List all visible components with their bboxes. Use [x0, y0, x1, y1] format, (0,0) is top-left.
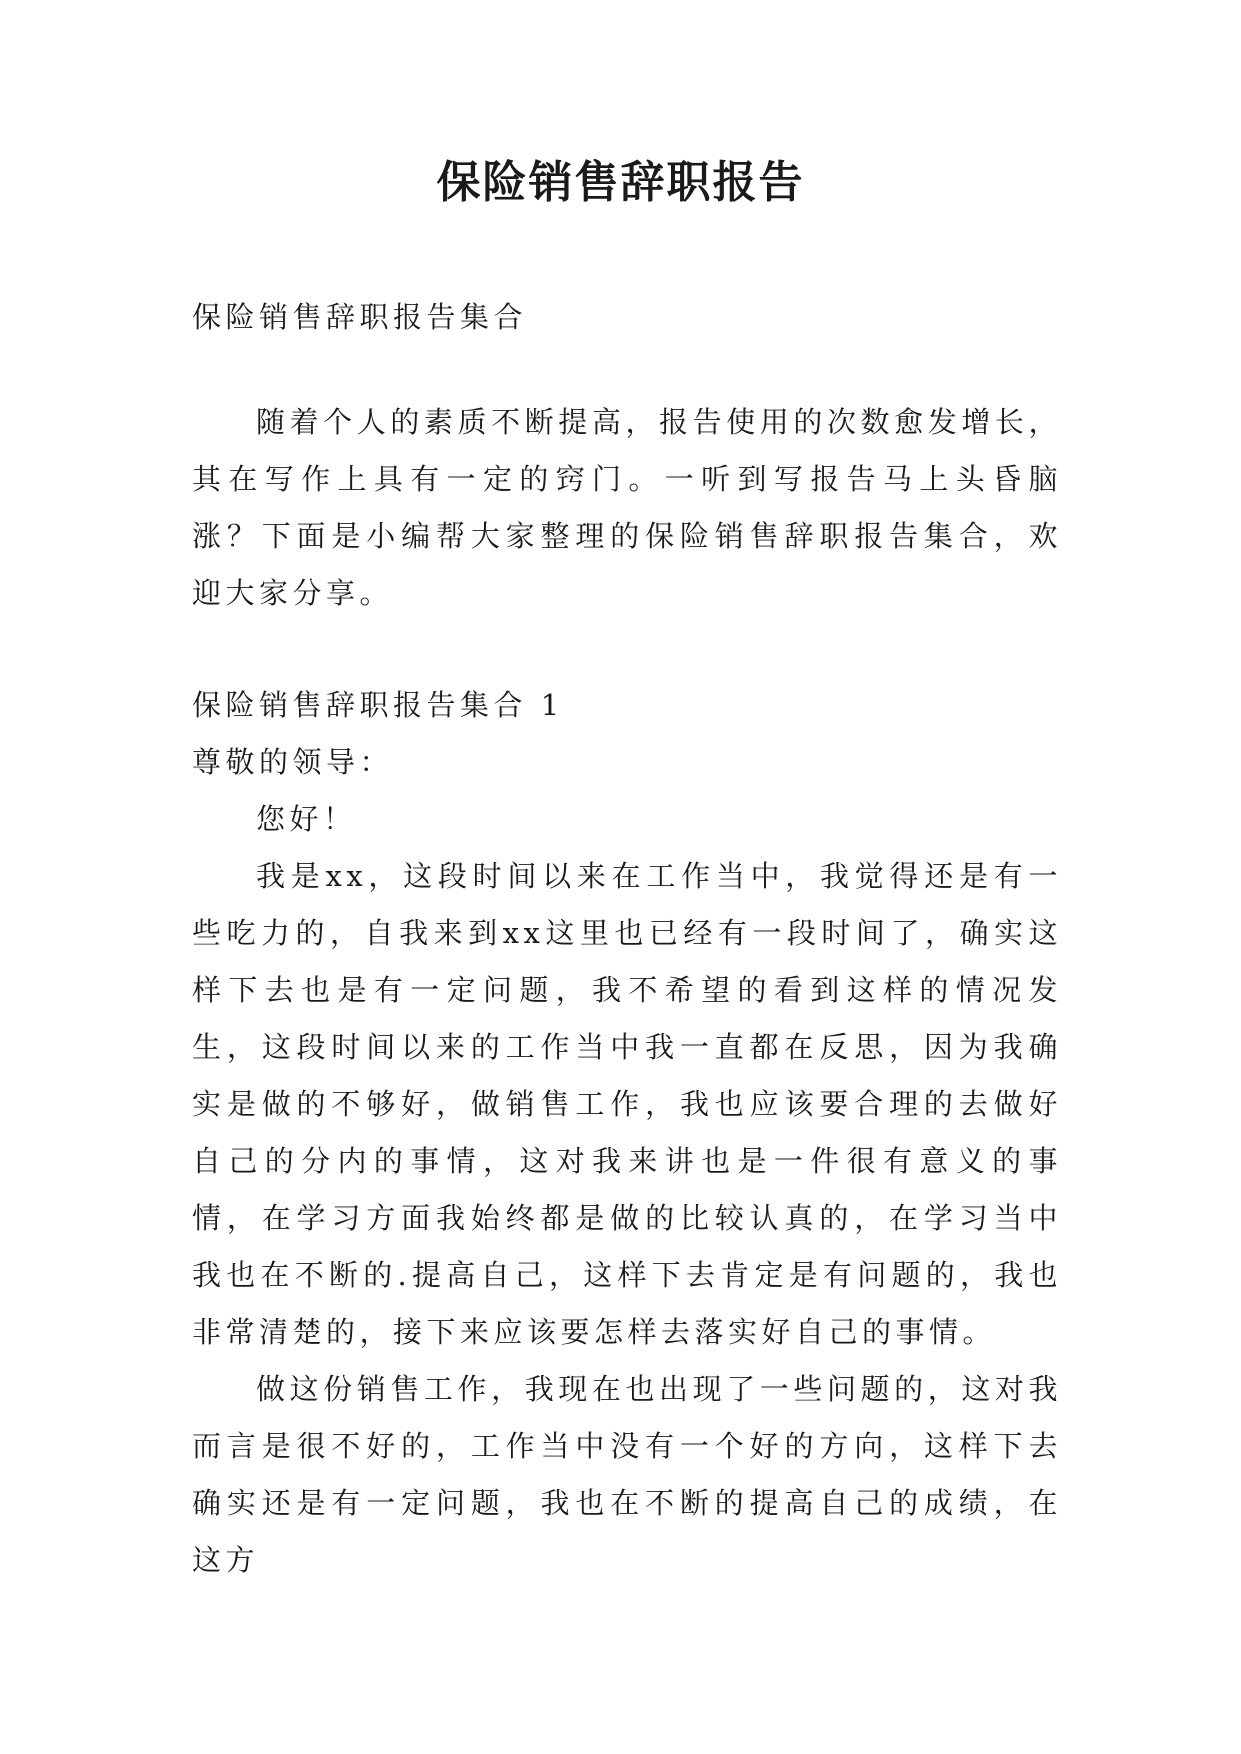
spacer [192, 622, 1062, 677]
body-paragraph-1: 我是xx，这段时间以来在工作当中，我觉得还是有一些吃力的，自我来到xx这里也已经有一段时间了，确实这样下去也是有一定问题，我不希望的看到这样的情况发生，这段时间以来的工作当中我一直都在反思，因为我确实是做的不够好，做销售工作，我也应该要合理的去做好自己的分内的事情，这对我来讲也是一件很有意义的事情，在学习方面我始终都是做的比较认真的，在学习当中我也在不断的.提高自己，这样下去肯定是有问题的，我也非常清楚的，接下来应该要怎样去落实好自己的事情。 [192, 859, 1062, 1349]
greeting: 您好！ [256, 802, 357, 836]
document-title: 保险销售辞职报告 [436, 157, 805, 208]
intro-paragraph: 随着个人的素质不断提高，报告使用的次数愈发增长，其在写作上具有一定的窍门。一听到写报告马上头昏脑涨？下面是小编帮大家整理的保险销售辞职报告集合，欢迎大家分享。 [192, 405, 1062, 610]
spacer [192, 346, 1062, 394]
salutation: 尊敬的领导： [192, 745, 394, 779]
document-body [192, 289, 1062, 1589]
section-heading: 保险销售辞职报告集合 1 [192, 688, 564, 722]
body-paragraph-2: 做这份销售工作，我现在也出现了一些问题的，这对我而言是很不好的，工作当中没有一个好的方向，这样下去确实还是有一定问题，我也在不断的提高自己的成绩，在这方 [192, 1372, 1062, 1577]
document-subtitle: 保险销售辞职报告集合 [192, 300, 528, 334]
